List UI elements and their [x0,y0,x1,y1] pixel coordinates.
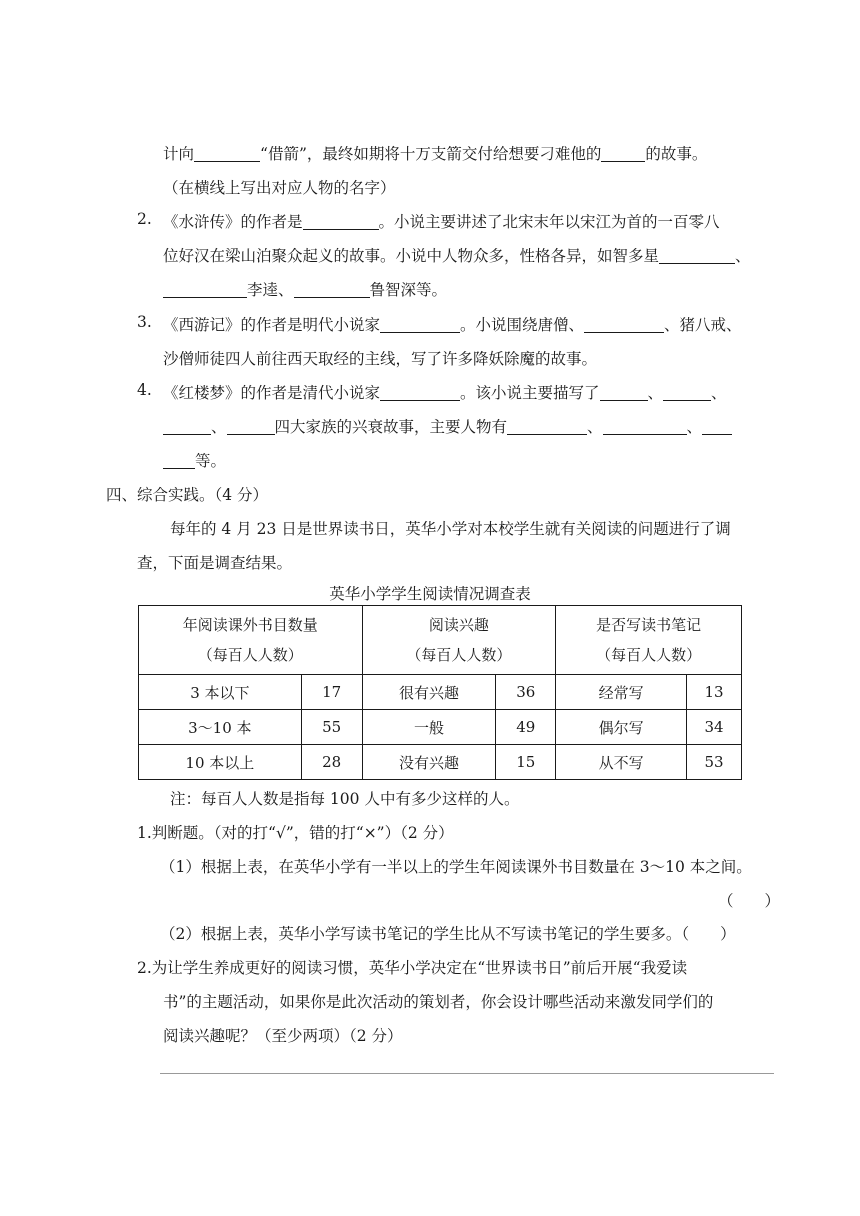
table-cell-value: 53 [687,745,742,780]
table-header-row [139,606,742,675]
table-row [139,710,742,745]
blank-q4-family-1[interactable] [600,385,648,402]
q4-line2: 、 四大家族的兴衰故事，主要人物有 、 、 [163,415,732,437]
table-cell-label: 3～10 本 [139,710,302,745]
table-cell-label: 3 本以下 [139,675,302,710]
p1-item2: （2）根据上表，英华小学写读书笔记的学生比从不写读书笔记的学生要多。（ ） [160,925,736,943]
blank-q4-character-3b[interactable] [163,453,195,470]
blank-q4-character-3a[interactable] [702,419,732,436]
p1-item1-answer-paren[interactable]: （ ） [718,892,781,910]
blank-q4-author[interactable] [380,385,460,402]
table-cell-value: 55 [301,710,362,745]
p1-item1: （1）根据上表，在英华小学有一半以上的学生年阅读课外书目数量在 3～10 本之间。 [160,858,752,876]
blank-q3-character[interactable] [584,317,664,334]
q3-number: 3. [137,313,152,331]
section4-intro-line2: 查，下面是调查结果。 [137,554,293,572]
q2-number: 2. [137,210,152,228]
table-row [139,745,742,780]
table-cell-value: 34 [687,710,742,745]
blank-q1-person-b[interactable] [601,146,645,163]
blank-q2-character-3[interactable] [294,282,370,299]
p2-line2: 书”的主题活动，如果你是此次活动的策划者，你会设计哪些活动来激发同学们的 [163,993,714,1011]
blank-q4-family-2[interactable] [663,385,711,402]
table-caption: 英华小学学生阅读情况调查表 [329,585,531,603]
q4-number: 4. [137,381,152,399]
table-cell-label: 10 本以上 [139,745,302,780]
survey-table [138,605,742,780]
q3-line2: 沙僧师徒四人前往西天取经的主线，写了许多降妖除魔的故事。 [163,350,598,368]
header-notes: 是否写读书笔记 （每百人人数） [556,606,742,675]
table-cell-label: 偶尔写 [556,710,687,745]
table-cell-value: 36 [496,675,556,710]
table-cell-label: 一般 [362,710,496,745]
q1-continuation: 计向 “借箭”，最终如期将十万支箭交付给想要刁难他的 的故事。 [163,145,708,163]
blank-q1-person-a[interactable] [194,146,260,163]
p2-line3: 阅读兴趣呢？（至少两项）（2 分） [163,1027,403,1045]
blank-q2-character-1[interactable] [659,248,735,265]
answer-writing-line[interactable] [160,1073,774,1074]
q3-line1: 《西游记》的作者是明代小说家 。小说围绕唐僧、 、猪八戒、 [163,316,742,334]
table-cell-value: 15 [496,745,556,780]
p1-title: 1.判断题。（对的打“√”，错的打“×”）（2 分） [137,824,454,842]
table-cell-value: 13 [687,675,742,710]
table-cell-label: 很有兴趣 [362,675,496,710]
q4-line3: 等。 [163,449,226,471]
q2-line1: 《水浒传》的作者是 。小说主要讲述了北宋末年以宋江为首的一百零八 [163,213,720,231]
blank-q4-character-1[interactable] [507,419,587,436]
header-book-count: 年阅读课外书目数量 （每百人人数） [139,606,363,675]
q1-hint: （在横线上写出对应人物的名字） [163,179,396,197]
table-cell-label: 从不写 [556,745,687,780]
table-cell-value: 17 [301,675,362,710]
blank-q2-character-2[interactable] [163,282,247,299]
q2-line2: 位好汉在梁山泊聚众起义的故事。小说中人物众多，性格各异，如智多星 、 [163,247,751,265]
blank-q4-family-4[interactable] [227,419,275,436]
blank-q2-author[interactable] [303,214,379,231]
header-interest: 阅读兴趣 （每百人人数） [362,606,556,675]
table-note: 注：每百人人数是指每 100 人中有多少这样的人。 [170,790,520,808]
blank-q4-character-2[interactable] [603,419,687,436]
table-cell-label: 经常写 [556,675,687,710]
p2-line1: 2.为让学生养成更好的阅读习惯，英华小学决定在“世界读书日”前后开展“我爱读 [137,959,688,977]
table-cell-label: 没有兴趣 [362,745,496,780]
q4-line1: 《红楼梦》的作者是清代小说家 。该小说主要描写了 、 、 [163,384,727,402]
blank-q4-family-3[interactable] [163,419,211,436]
section4-intro-line1: 每年的 4 月 23 日是世界读书日，英华小学对本校学生就有关阅读的问题进行了调 [170,520,731,538]
table-cell-value: 28 [301,745,362,780]
section4-title: 四、综合实践。（4 分） [106,486,269,504]
blank-q3-author[interactable] [380,317,460,334]
q2-line3: 李逵、 鲁智深等。 [163,278,447,300]
table-row [139,675,742,710]
table-cell-value: 49 [496,710,556,745]
